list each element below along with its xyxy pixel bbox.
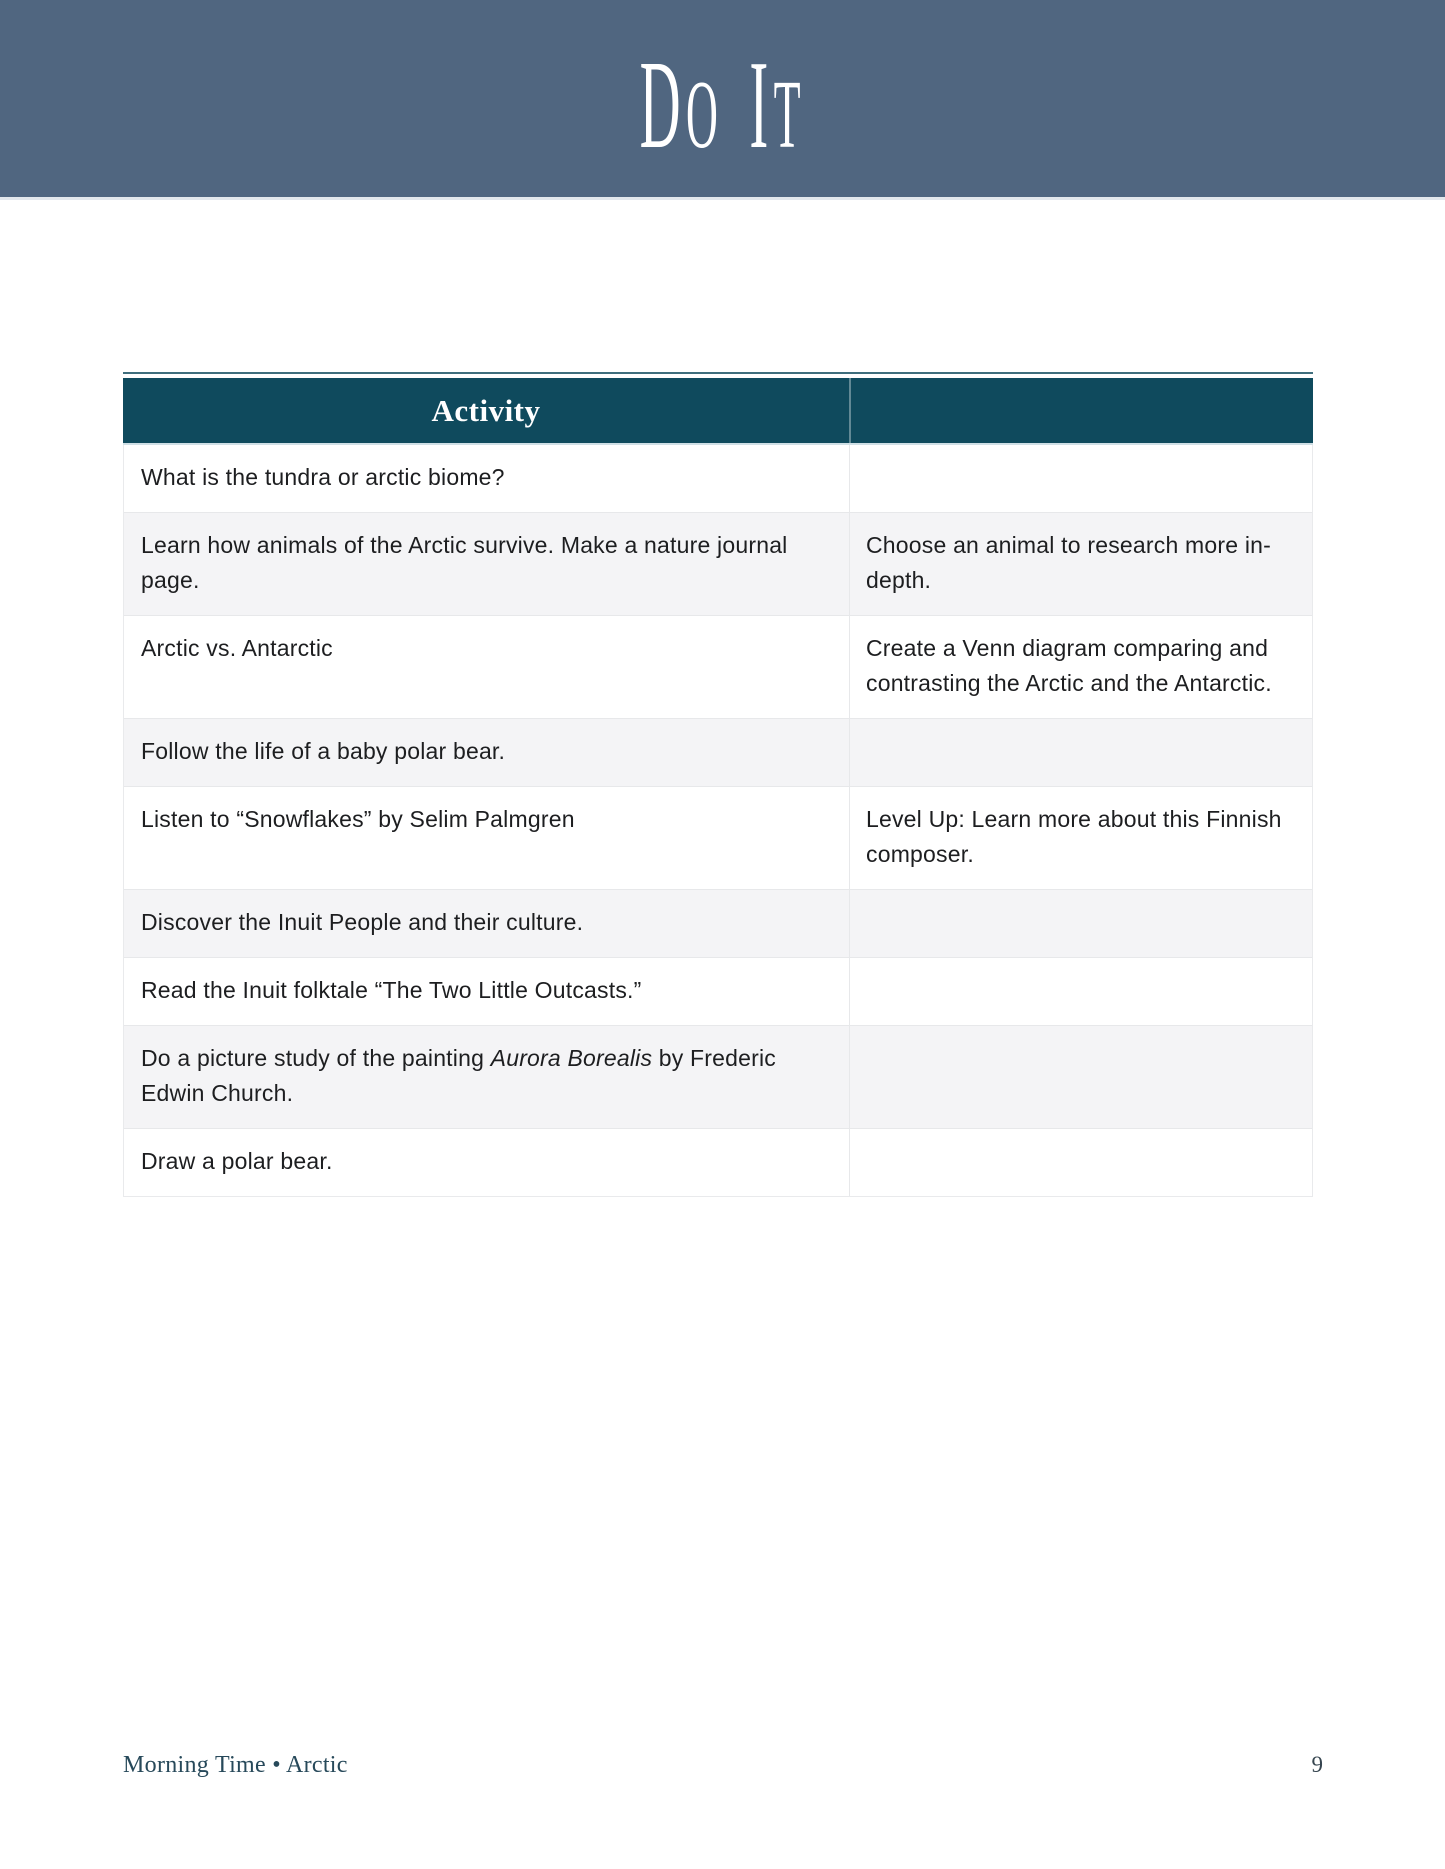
extension-cell — [849, 1026, 1312, 1128]
banner-title — [639, 35, 806, 175]
banner-word-do: DO — [639, 35, 723, 175]
extension-cell — [849, 719, 1312, 786]
painting-title: Aurora Borealis — [490, 1045, 653, 1071]
activity-column-header: Activity — [431, 392, 541, 428]
page-number: 9 — [1311, 1752, 1323, 1777]
table-row — [124, 718, 1312, 786]
activity-cell: Listen to “Snowflakes” by Selim Palmgren — [141, 806, 575, 832]
table-row — [124, 1025, 1312, 1128]
extension-cell — [849, 445, 1312, 512]
extension-column-header — [849, 378, 1313, 443]
activity-text-prefix: Do a picture study of the painting — [141, 1045, 491, 1071]
activity-cell: Draw a polar bear. — [141, 1148, 333, 1174]
activity-cell: What is the tundra or arctic biome? — [141, 464, 505, 490]
activity-cell: Follow the life of a baby polar bear. — [141, 738, 506, 764]
extension-cell: Create a Venn diagram comparing and contrasting the Arctic and the Antarctic. — [849, 616, 1312, 718]
table-row — [124, 615, 1312, 718]
activity-text-suffix: by Frederic Edwin Church. — [141, 1045, 777, 1106]
activity-cell — [124, 1026, 849, 1128]
table-row — [124, 957, 1312, 1025]
extension-cell — [849, 958, 1312, 1025]
activity-cell: Learn how animals of the Arctic survive. Make a nature journal page. — [141, 532, 788, 593]
table-row — [124, 445, 1312, 512]
activity-cell: Discover the Inuit People and their culture. — [141, 909, 584, 935]
table-header-row — [123, 378, 1313, 445]
activity-cell: Read the Inuit folktale “The Two Little Outcasts.” — [141, 977, 642, 1003]
page-banner — [0, 0, 1445, 200]
banner-word-it: IT — [749, 35, 806, 175]
table-row — [124, 1128, 1312, 1196]
extension-cell — [849, 1129, 1312, 1196]
table-row — [124, 512, 1312, 615]
page-footer — [123, 1752, 1323, 1779]
footer-breadcrumb: Morning Time • Arctic — [123, 1752, 348, 1778]
extension-cell: Level Up: Learn more about this Finnish composer. — [849, 787, 1312, 889]
table-row — [124, 786, 1312, 889]
activity-cell: Arctic vs. Antarctic — [141, 635, 333, 661]
table-body — [123, 445, 1313, 1197]
activity-table — [123, 378, 1313, 1197]
extension-cell — [849, 890, 1312, 957]
extension-cell: Choose an animal to research more in-depth. — [849, 513, 1312, 615]
table-row — [124, 889, 1312, 957]
